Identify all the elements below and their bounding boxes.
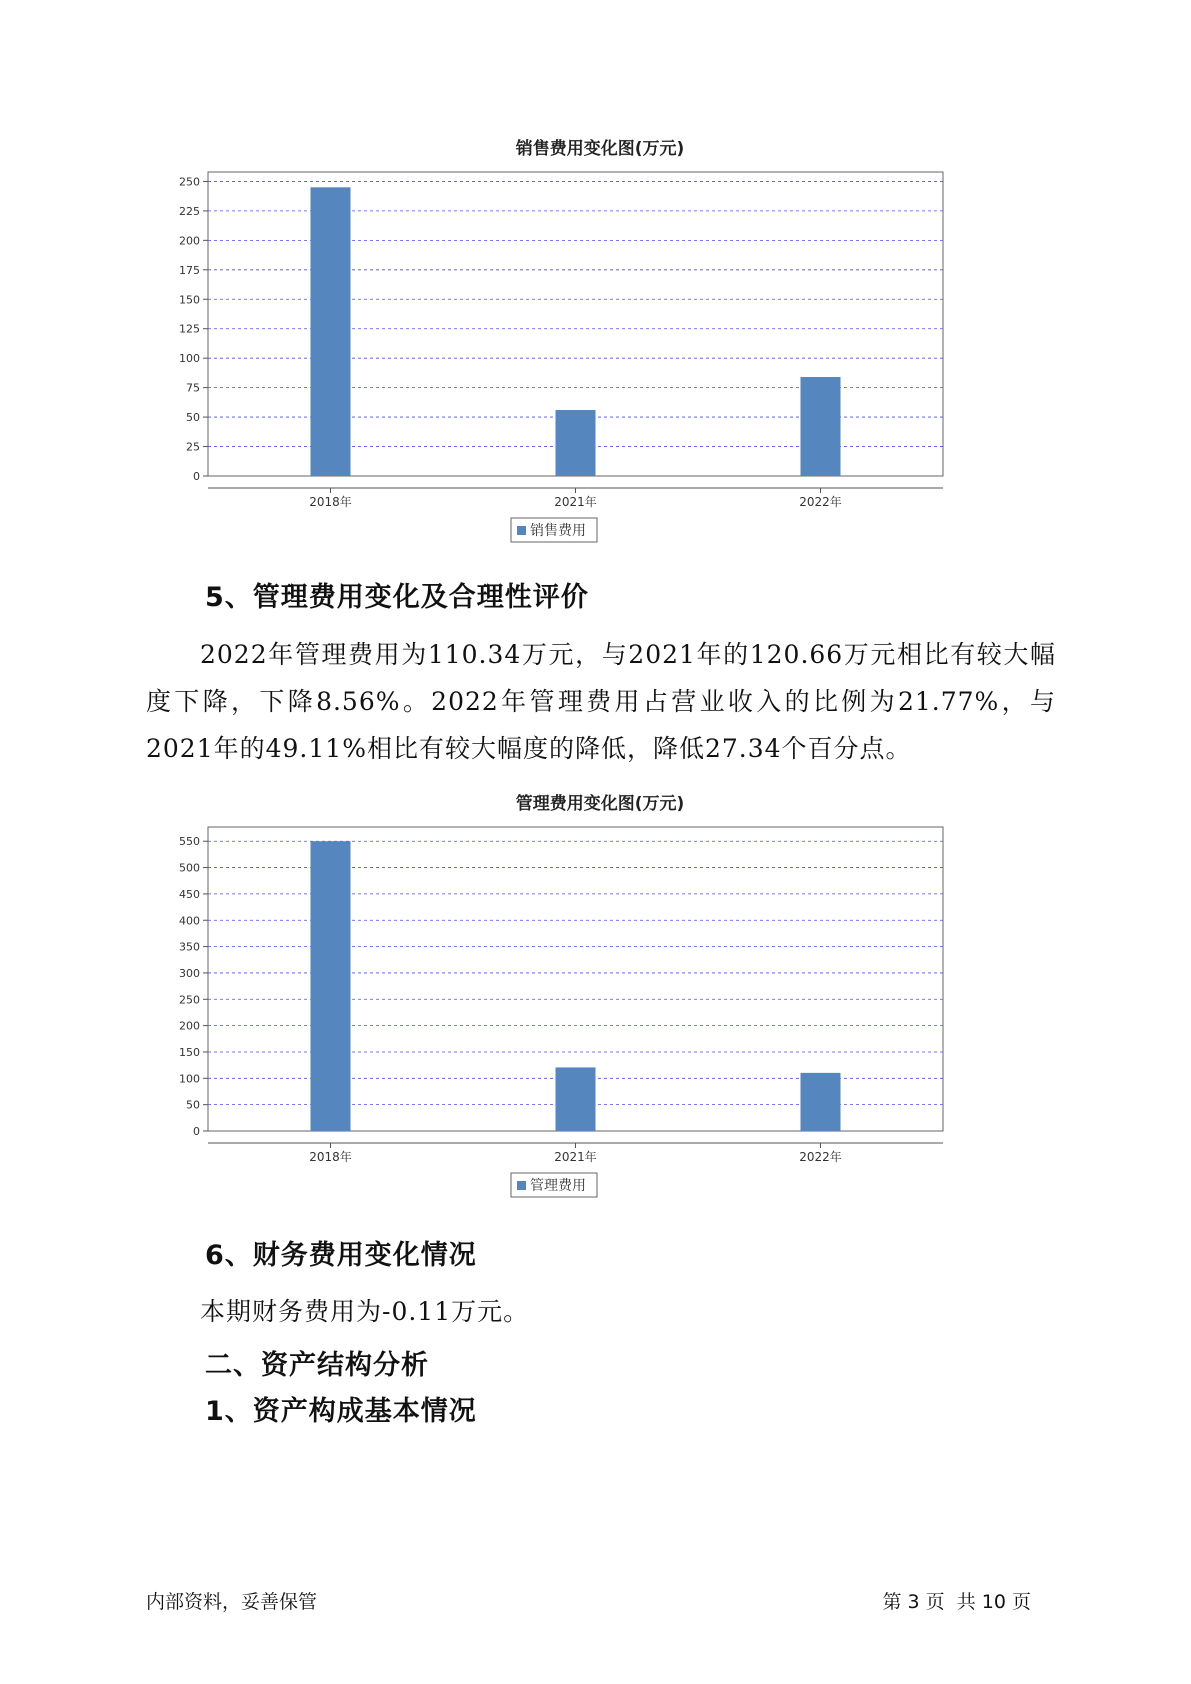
y-tick-label: 100	[179, 1072, 200, 1086]
y-tick-label: 25	[186, 440, 200, 454]
x-tick-label: 2021年	[554, 1150, 597, 1164]
x-tick-label: 2022年	[799, 1150, 842, 1164]
y-tick-label: 125	[179, 322, 200, 336]
y-tick-label: 225	[179, 204, 200, 218]
x-tick-label: 2018年	[309, 495, 352, 509]
x-tick-label: 2021年	[554, 495, 597, 509]
section-heading-asset-composition: 1、资产构成基本情况	[205, 1396, 477, 1427]
legend	[511, 1173, 597, 1197]
footer-page-number: 第 3 页 共 10 页	[882, 1591, 1031, 1613]
section-heading-finance-expense: 6、财务费用变化情况	[205, 1240, 477, 1271]
legend	[511, 518, 597, 542]
y-tick-label: 500	[179, 861, 200, 875]
y-tick-label: 0	[193, 1125, 200, 1138]
y-tick-label: 100	[179, 352, 200, 366]
bar	[556, 410, 596, 476]
bar	[311, 841, 351, 1131]
chart-svg	[140, 785, 1060, 1205]
x-tick-label: 2022年	[799, 495, 842, 509]
y-tick-label: 150	[179, 1045, 200, 1059]
y-tick-label: 550	[179, 835, 200, 849]
chart-svg	[140, 130, 1060, 550]
y-tick-label: 350	[179, 940, 200, 954]
y-tick-label: 175	[179, 263, 200, 277]
bar	[311, 187, 351, 476]
legend-label: 管理费用	[530, 1178, 586, 1194]
finance-expense-text: 本期财务费用为-0.11万元。	[200, 1297, 530, 1326]
chart-title: 销售费用变化图(万元)	[515, 139, 685, 159]
y-tick-label: 450	[179, 887, 200, 901]
y-tick-label: 400	[179, 914, 200, 928]
section-heading-asset-structure: 二、资产结构分析	[205, 1350, 429, 1381]
footer-confidential: 内部资料，妥善保管	[146, 1591, 318, 1613]
bar	[801, 377, 841, 476]
y-tick-label: 50	[186, 411, 200, 425]
admin-expense-paragraph: 2022年管理费用为110.34万元，与2021年的120.66万元相比有较大幅度下降，下降8.56%。2022年管理费用占营业收入的比例为21.77%，与2021年的49.11%相比有较大幅度的降低，降低27.34个百分点。	[146, 640, 1056, 763]
x-tick-label: 2018年	[309, 1150, 352, 1164]
legend-swatch	[517, 526, 526, 535]
bar	[556, 1067, 596, 1131]
y-tick-label: 200	[179, 234, 200, 248]
y-tick-label: 250	[179, 993, 200, 1007]
y-tick-label: 50	[186, 1098, 200, 1112]
admin-expense-chart	[140, 785, 1060, 1205]
bar	[801, 1073, 841, 1131]
legend-swatch	[517, 1181, 526, 1190]
y-tick-label: 200	[179, 1019, 200, 1033]
y-tick-label: 75	[186, 381, 200, 395]
legend-label: 销售费用	[530, 523, 586, 539]
sales-expense-chart	[140, 130, 1060, 550]
y-tick-label: 150	[179, 293, 200, 307]
section-heading-admin-expense: 5、管理费用变化及合理性评价	[205, 582, 589, 613]
y-tick-label: 300	[179, 966, 200, 980]
y-tick-label: 0	[193, 470, 200, 483]
chart-title: 管理费用变化图(万元)	[515, 794, 685, 814]
y-tick-label: 250	[179, 175, 200, 189]
